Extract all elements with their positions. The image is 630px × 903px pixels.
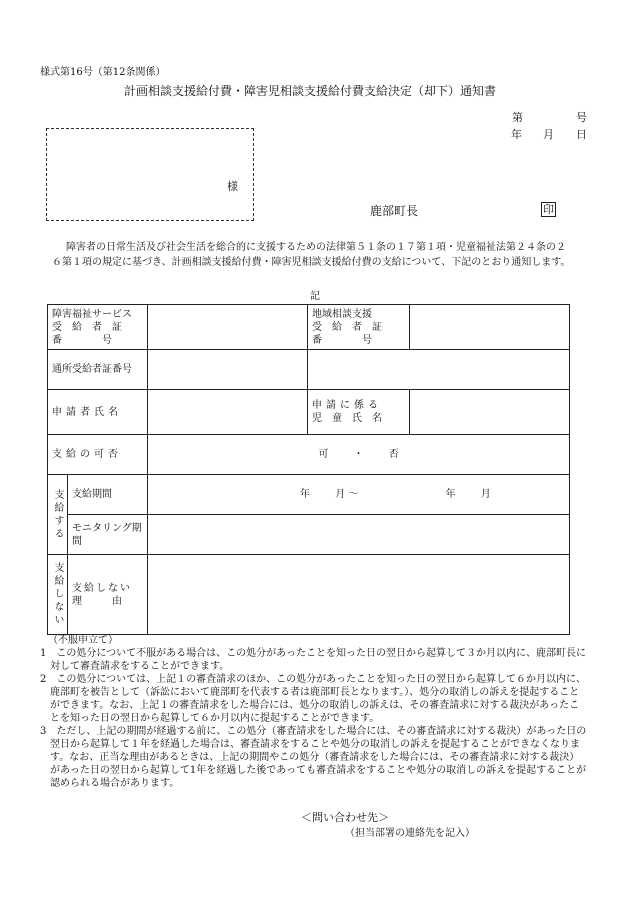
date-month: 月 xyxy=(543,128,554,141)
body-paragraph: 障害者の日常生活及び社会生活を総合的に支援するための法律第５１条の１７第１項・児童福祉法第２４条の２６第１項の規定に基づき、計画相談支援給付費・障害児相談支援給付費の支給について、下記のとおり通知します。 xyxy=(52,242,571,268)
appeal-section xyxy=(40,634,588,790)
number-label-dai: 第 xyxy=(512,111,523,124)
approval-choice[interactable] xyxy=(148,435,570,475)
pay-period-field[interactable]: 年 月 ～ 年 月 xyxy=(148,475,570,515)
contact-heading: ＜問い合わせ先＞ xyxy=(301,811,389,824)
issuer-name: 鹿部町長 xyxy=(370,204,419,218)
appeal-item-2: 2 この処分については、上記１の審査請求のほか、この処分があったことを知った日の翌日から起算して６か月以内に、鹿部町を被告として（訴訟において鹿部町を代表する者は鹿部町長となります。）、処分の取消しの訴えを提起することができます。なお、上記１の審査請求をした場合には、処分の取消しの訴えは、その審査請求に対する裁決があったことを知った日の翌日から起算して６か月以内に提起することができます。 xyxy=(40,674,587,724)
child-name-field[interactable] xyxy=(410,390,570,435)
regional-certificate-label: 地域相談支援 受 給 者 証 番 号 xyxy=(308,305,410,350)
regional-certificate-number-field[interactable] xyxy=(410,305,570,350)
monitoring-period-label: モニタリング期間 xyxy=(68,515,148,555)
number-label-go: 号 xyxy=(576,111,587,124)
document-title: 計画相談支援給付費・障害児相談支援給付費支給決定（却下）通知書 xyxy=(124,84,497,98)
form-number: 様式第16号（第12条関係） xyxy=(40,67,166,78)
nopay-reason-field[interactable] xyxy=(148,555,570,635)
date-day: 日 xyxy=(576,128,587,141)
applicant-name-field[interactable] xyxy=(148,390,308,435)
applicant-name-label: 申請者氏名 xyxy=(48,390,148,435)
option-separator: ・ xyxy=(353,449,364,460)
day-service-certificate-label: 通所受給者証番号 xyxy=(48,350,148,390)
monitoring-period-field[interactable] xyxy=(148,515,570,555)
pay-group-label: 支給する xyxy=(48,475,68,555)
approve-option[interactable]: 可 xyxy=(318,449,329,460)
blank-cell xyxy=(308,350,570,390)
deny-option[interactable]: 否 xyxy=(388,449,399,460)
appeal-item-1: 1 この処分について不服がある場合は、この処分があったことを知った日の翌日から起算して３か月以内に、鹿部町長に対して審査請求をすることができます。 xyxy=(40,648,587,672)
appeal-item-3: 3 ただし、上記の期間が経過する前に、この処分（審査請求をした場合には、その審査請求に対する裁決）があった日の翌日から起算して１年を経過した場合は、審査請求をすることや処分の取消しの訴えを提起することができなくなります。なお、正当な理由があるときは、上記の期間やこの処分（審査請求をした場合には、その審査請求に対する裁決）があった日の翌日から起算して1年を経過した後であっても審査請求をすることや処分の取消しの訴えを提起することが認められる場合があります。 xyxy=(40,726,587,789)
nopay-reason-label: 支給しない 理 由 xyxy=(68,555,148,635)
welfare-certificate-number-field[interactable] xyxy=(148,305,308,350)
appeal-heading: （不服申立て） xyxy=(48,635,118,646)
welfare-certificate-label: 障害福祉サービス 受 給 者 証 番 号 xyxy=(48,305,148,350)
pay-period-label: 支給期間 xyxy=(68,475,148,515)
decision-form-table xyxy=(47,304,570,635)
addressee-box[interactable] xyxy=(46,128,254,221)
child-name-label: 申請に係る 児 童 氏 名 xyxy=(308,390,410,435)
approval-label: 支給の可否 xyxy=(48,435,148,475)
ki-heading: 記 xyxy=(310,291,320,302)
day-service-certificate-number-field[interactable] xyxy=(148,350,308,390)
seal-mark: 印 xyxy=(543,203,554,216)
addressee-honorific: 様 xyxy=(227,180,238,193)
nopay-group-label: 支給しない xyxy=(48,555,68,635)
contact-note: （担当部署の連絡先を記入） xyxy=(345,828,475,839)
date-year: 年 xyxy=(511,128,522,141)
